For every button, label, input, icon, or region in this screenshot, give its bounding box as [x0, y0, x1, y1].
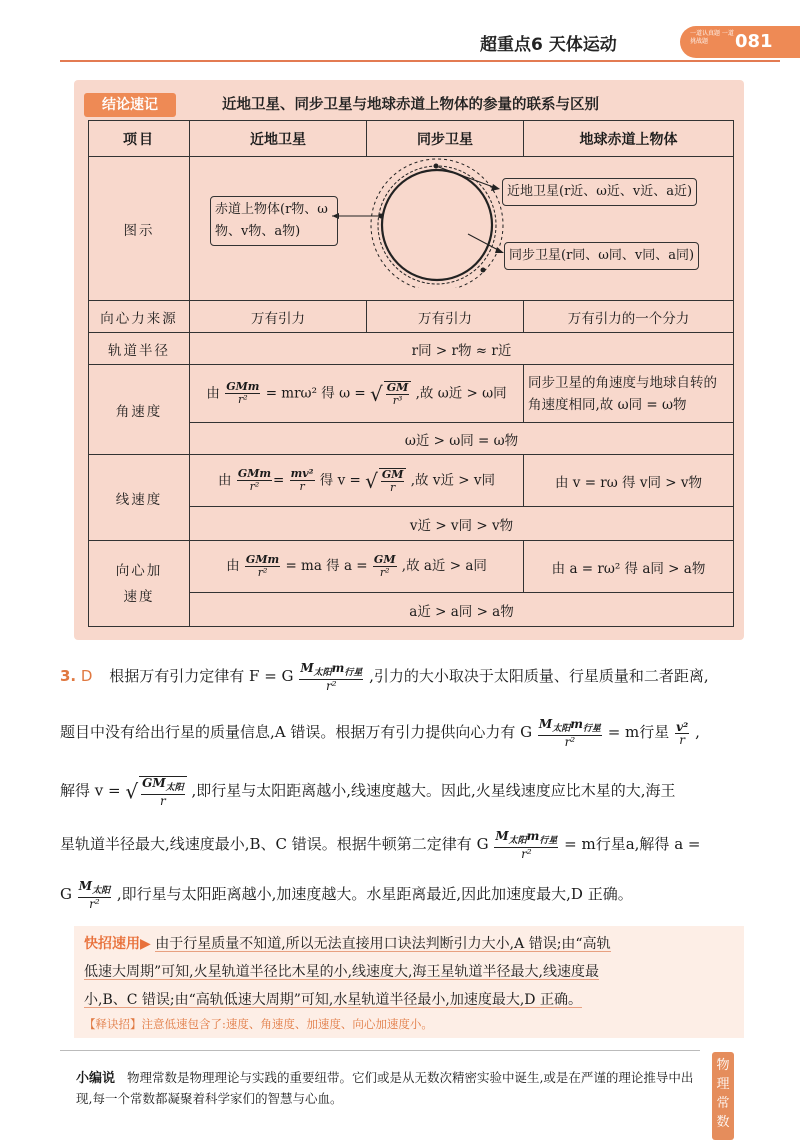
source-ground: 万有引力的一个分力 [524, 301, 734, 333]
velocity-label: 线速度 [89, 455, 190, 541]
sync-satellite-dot [481, 268, 486, 273]
answer-line-5: G $\frac{M_{太阳}}{\text{r²}}$ ,即行星与太阳距离越小,加速度越大。水星距离最近,因此加速度最大,D 正确。 [60, 879, 633, 911]
near-pointer [436, 166, 496, 188]
quick-tip-text [84, 930, 734, 1014]
editor-text: 物理常数是物理理论与实践的重要纽带。它们或是从无数次精密实验中诞生,或是在严谨的理论推导中出现,每一个常数都凝聚着科学家们的智慧与心血。 [76, 1070, 694, 1106]
header-ground: 地球赤道上物体 [524, 121, 734, 157]
quick-tip-line-1: 由于行星质量不知道,所以无法直接用口诀法判断引力大小,A 错误;由“高轨 [155, 936, 611, 952]
omega-relation: ω近 > ω同 = ω物 [190, 423, 734, 455]
answer-line-3: 解得 v = √ $\frac{GM_{太阳}}{r}$ ,即行星与太阳距离越小,线速度越大。因此,火星线速度应比木星的大,海王 [60, 776, 676, 808]
velocity-ground: 由 v = rω 得 v同 > v物 [524, 455, 734, 507]
editor-divider [60, 1050, 700, 1051]
near-satellite-label: 近地卫星(r近、ω近、v近、a近) [502, 178, 697, 206]
answer-choice: D [80, 667, 93, 685]
earth-circle [382, 170, 492, 280]
conclusion-tag: 结论速记 [84, 93, 176, 117]
omega-label: 角速度 [89, 365, 190, 455]
chapter-title: 超重点6 天体运动 [480, 35, 617, 55]
memo-note: 【释诀招】注意低速包含了:速度、角速度、加速度、向心加速度小。 [84, 1017, 433, 1031]
quick-tip-line-3: 小,B、C 错误;由“高轨低速大周期”可知,水星轨道半径最小,加速度最大,D 正确。 [84, 992, 582, 1008]
header-near: 近地卫星 [190, 121, 367, 157]
acceleration-label: 向心加 速度 [89, 541, 190, 627]
header-divider [60, 60, 780, 62]
velocity-formula: 由 $\frac{\text{GMm}}{\text{r²}}$ = $\frac{\text{mv²}}{r}$ 得 v = √ $\frac{GM}{r}$ ,故 v近 > v同 [190, 455, 524, 507]
orbit-diagram [200, 156, 734, 288]
question-number: 3. [60, 667, 77, 685]
page-number: 081 [735, 31, 773, 52]
source-sync: 万有引力 [367, 301, 524, 333]
acceleration-formula: 由 $\frac{\text{GMm}}{\text{r²}}$ = ma 得 a = $\frac{GM}{\text{r²}}$ ,故 a近 > a同 [190, 541, 524, 593]
sync-satellite-label: 同步卫星(r同、ω同、v同、a同) [504, 242, 699, 270]
side-tab [712, 1052, 734, 1140]
radius-label: 轨道半径 [89, 333, 190, 365]
source-near: 万有引力 [190, 301, 367, 333]
acceleration-ground: 由 a = rω² 得 a同 > a物 [524, 541, 734, 593]
editor-note [76, 1068, 706, 1109]
omega-formula: 由 $\frac{\text{GMm}}{\text{r²}}$ = mrω² 得 ω = √ $\frac{GM}{\text{r³}}$ ,故 ω近 > ω同 [190, 365, 524, 423]
omega-ground: 同步卫星的角速度与地球自转的角速度相同,故 ω同 = ω物 [524, 365, 734, 423]
page-header [0, 0, 800, 62]
answer-line-2: 题目中没有给出行星的质量信息,A 错误。根据万有引力提供向心力有 G $\frac{M_{太阳}m_{行星}}{\text{r²}}$ = m行星 $\frac{\text{v²}}{r}$ , [60, 717, 700, 749]
quick-tip-line-2: 低速大周期”可知,火星轨道半径比木星的小,线速度大,海王星轨道半径最大,线速度最 [84, 964, 599, 980]
acceleration-relation: a近 > a同 > a物 [190, 593, 734, 627]
conclusion-title: 近地卫星、同步卫星与地球赤道上物体的参量的联系与区别 [222, 97, 599, 113]
editor-label: 小编说 [76, 1071, 116, 1086]
velocity-relation: v近 > v同 > v物 [190, 507, 734, 541]
header-sync: 同步卫星 [367, 121, 524, 157]
source-label: 向心力来源 [89, 301, 190, 333]
header-item: 项目 [89, 121, 190, 157]
answer-line-1: 3. D 根据万有引力定律有 F = G $\frac{M_{太阳}m_{行星}}{\text{r²}}$ ,引力的大小取决于太阳质量、行星质量和二者距离, [60, 661, 709, 693]
badge-slogan: 一道认真题 一道挑战题 [690, 30, 734, 45]
answer-line-4: 星轨道半径最大,线速度最小,B、C 错误。根据牛顿第二定律有 G $\frac{M_{太阳}m_{行星}}{\text{r²}}$ = m行星a,解得 a = [60, 829, 701, 861]
ground-object-label: 赤道上物体(r物、ω物、v物、a物) [210, 196, 338, 246]
side-tab-text: 物理常数 [716, 1058, 730, 1130]
radius-relation: r同 > r物 ≈ r近 [190, 333, 734, 365]
quick-tip-tag: 快招速用▶ [84, 936, 151, 952]
near-orbit [378, 166, 496, 284]
diagram-label: 图示 [89, 157, 190, 301]
